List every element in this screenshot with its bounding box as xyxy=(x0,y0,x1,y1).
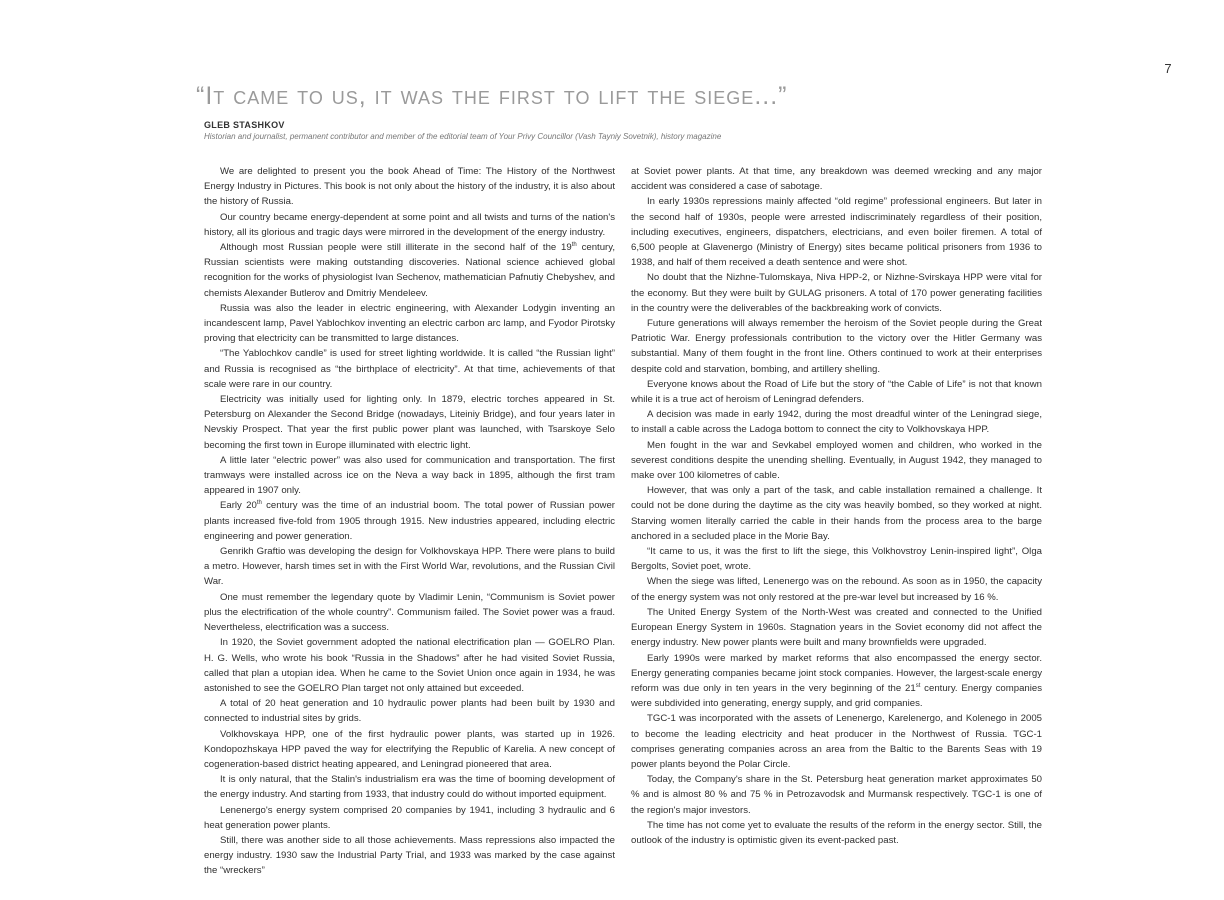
paragraph: It is only natural, that the Stalin's industrialism era was the time of booming development of the energy industry. And starting from 1933, that industry could do without imported equipment. xyxy=(204,774,615,801)
paragraph: TGC-1 was incorporated with the assets of Lenenergo, Karelenergo, and Kolenego in 2005 to become the leading electricity and heat producer in the Northwest of Russia. TGC-1 comprises generating companies across an area from the Baltic to the Barents Seas with 19 power plants beyond the Polar Circle. xyxy=(631,713,1042,770)
paragraph: Today, the Company's share in the St. Petersburg heat generation market approximates 50 % and is almost 80 % and 75 % in Petrozavodsk and Murmansk respectively. TGC-1 is one of the region's major investors. xyxy=(631,774,1042,816)
paragraph: Lenenergo's energy system comprised 20 companies by 1941, including 3 hydraulic and 6 heat generation power plants. xyxy=(204,804,615,831)
paragraph: We are delighted to present you the book Ahead of Time: The History of the Northwest Energy Industry in Pictures. This book is not only about the history of the industry, it is also about the history of Russia. xyxy=(204,166,615,208)
paragraph: Early 1990s were marked by market reforms that also encompassed the energy sector. Energy generating companies became joint stock companies. However, the largest-scale energy reform was due only in ten years in the very beginning of the 21st century. Energy companies were subdivided into generating, energy supply, and grid companies. xyxy=(631,652,1043,710)
paragraph: Still, there was another side to all those achievements. Mass repressions also impacted the energy industry. 1930 saw the Industrial Party Trial, and 1933 was marked by the case against the “wreckers” xyxy=(204,834,615,877)
paragraph: A little later “electric power” was also used for communication and transportation. The first tramways were installed across ice on the Neva a way back in 1895, although the first tram appeared in 1907 only. xyxy=(204,454,615,497)
paragraph: “The Yablochkov candle” is used for street lighting worldwide. It is called “the Russian light” and Russia is recognised as “the birthplace of electricity”. At that time, achievements of that scale were rare in our country. xyxy=(204,348,615,390)
paragraph: at Soviet power plants. At that time, any breakdown was deemed wrecking and any major accident was considered a case of sabotage. xyxy=(631,166,1042,193)
paragraph: Electricity was initially used for lighting only. In 1879, electric torches appeared in St. Petersburg on Alexander the Second Bridge (nowadays, Liteiniy Bridge), and four years later in Nevskiy Prospect. That year the first public power plant was launched, with Tsarskoye Selo becoming the first town in Europe illuminated with electric light. xyxy=(204,394,615,451)
author-description: Historian and journalist, permanent contributor and member of the editorial team of Your Privy Councillor (Vash Tayniy Sovetnik), history magazine xyxy=(204,132,722,141)
paragraph: However, that was only a part of the task, and cable installation remained a challenge. It could not be done during the daytime as the city was heavily bombed, so they worked at night. Starving women literally carried the cable in their hands from the process area to the barge anchored in a secluded place in the Morie Bay. xyxy=(631,485,1042,542)
paragraph: The time has not come yet to evaluate the results of the reform in the energy sector. Still, the outlook of the industry is optimistic given its event-packed past. xyxy=(631,819,1042,846)
paragraph: No doubt that the Nizhne-Tulomskaya, Niva HPP-2, or Nizhne-Svirskaya HPP were vital for the economy. But they were built by GULAG prisoners. A total of 170 power generating facilities in the country were the deliverables of the backbreaking work of convicts. xyxy=(631,272,1042,314)
paragraph: Our country became energy-dependent at some point and all twists and turns of the nation's history, all its glorious and tragic days were mirrored in the development of the energy industry. xyxy=(204,211,615,238)
paragraph: When the siege was lifted, Lenenergo was on the rebound. As soon as in 1950, the capacity of the energy system was not only restored at the pre-war level but increased by 16 %. xyxy=(631,576,1042,603)
page-number: 7 xyxy=(1164,61,1172,76)
right-column xyxy=(631,164,1042,848)
article-title: “It came to us, it was the first to lift the siege...” xyxy=(196,82,788,110)
paragraph: In early 1930s repressions mainly affected “old regime” professional engineers. But later in the second half of 1930s, people were arrested indiscriminately regardless of their position, including executives, engineers, dispatchers, electricians, and even boiler firemen. A total of 6,500 people at Glavenergo (Ministry of Energy) sites became political prisoners from 1936 to 1938, and half of them received a death sentence and were shot. xyxy=(631,196,1042,269)
left-column xyxy=(204,164,615,879)
paragraph: A total of 20 heat generation and 10 hydraulic power plants had been built by 1930 and connected to industrial sites by grids. xyxy=(204,698,615,725)
paragraph: A decision was made in early 1942, during the most dreadful winter of the Leningrad siege, to install a cable across the Ladoga bottom to connect the city to Volkhovskaya HPP. xyxy=(631,409,1042,436)
paragraph: Men fought in the war and Sevkabel employed women and children, who worked in the severest conditions despite the unending shelling. Eventually, in August 1942, they managed to make over 100 kilometres of cable. xyxy=(631,439,1042,482)
paragraph: The United Energy System of the North-West was created and connected to the Unified European Energy System in 1960s. Stagnation years in the Soviet economy did not affect the energy industry. New power plants were built and many brownfields were upgraded. xyxy=(631,606,1042,649)
paragraph: Russia was also the leader in electric engineering, with Alexander Lodygin inventing an incandescent lamp, Pavel Yablochkov inventing an electric carbon arc lamp, and Fyodor Pirotsky proving that electricity can be transmitted to large distances. xyxy=(204,302,615,345)
paragraph: Genrikh Graftio was developing the design for Volkhovskaya HPP. There were plans to build a metro. However, harsh times set in with the First World War, revolutions, and the Russian Civil War. xyxy=(204,546,615,588)
paragraph: “It came to us, it was the first to lift the siege, this Volkhovstroy Lenin-inspired light”, Olga Bergolts, Soviet poet, wrote. xyxy=(631,546,1042,573)
paragraph: Future generations will always remember the heroism of the Soviet people during the Great Patriotic War. Energy professionals contribution to the victory over the Hitler Germany was substantial. Many of them fought in the front line. Others continued to work at their enterprises despite cold and starvation, bombing, and artillery shelling. xyxy=(631,318,1042,375)
paragraph: In 1920, the Soviet government adopted the national electrification plan — GOELRO Plan. H. G. Wells, who wrote his book “Russia in the Shadows” after he had visited Soviet Russia, called that plan a utopian idea. When he came to the Soviet Union once again in 1934, he was astonished to see the GOELRO Plan target not only attained but exceeded. xyxy=(204,637,615,694)
paragraph: One must remember the legendary quote by Vladimir Lenin, “Communism is Soviet power plus the electrification of the whole country”. Communism failed. The Soviet power was a fraud. Nevertheless, electrification was a success. xyxy=(204,591,615,634)
paragraph: Although most Russian people were still illiterate in the second half of the 19th century, Russian scientists were making outstanding discoveries. National science achieved global recognition for the works of physiologist Ivan Sechenov, mathematician Pafnutiy Chebyshev, and chemists Alexander Butlerov and Dmitriy Mendeleev. xyxy=(204,241,615,299)
author-name: GLEB STASHKOV xyxy=(204,120,285,130)
paragraph: Early 20th century was the time of an industrial boom. The total power of Russian power plants increased five-fold from 1905 through 1915. New industries appeared, including electric engineering and power generation. xyxy=(204,500,615,542)
paragraph: Volkhovskaya HPP, one of the first hydraulic power plants, was started up in 1926. Kondopozhskaya HPP paved the way for electrifying the Republic of Karelia. A new concept of cogeneration-based district heating appeared, and Leningrad pioneered that area. xyxy=(204,728,615,770)
paragraph: Everyone knows about the Road of Life but the story of “the Cable of Life” is not that known while it is a true act of heroism of Leningrad defenders. xyxy=(631,378,1042,406)
